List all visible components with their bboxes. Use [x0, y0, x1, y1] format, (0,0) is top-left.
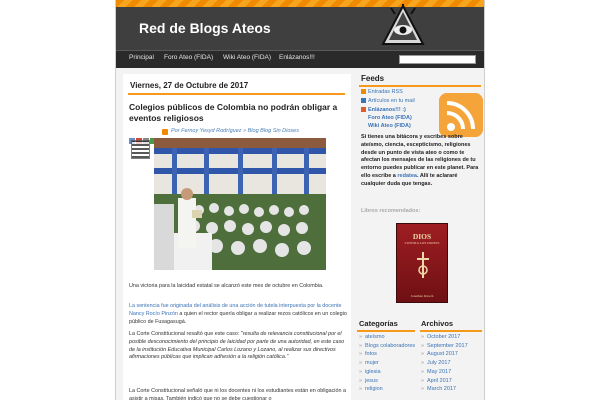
header-orange-band: [116, 0, 485, 7]
book-title: DIOS: [412, 232, 432, 241]
redatea-link[interactable]: redatea: [397, 172, 417, 179]
left-margin: [0, 0, 115, 400]
nav-item-wiki[interactable]: Wiki Ateo (FIDA): [223, 54, 272, 61]
post-paragraph-2: [129, 303, 347, 326]
blurb-text-start: Si tienes una bitácora y escribes sobre ateísmo, ciencia, escepticismo, religiones desde un punto de vista ateo o como te afectan los mensajes de las religiones de tu entorno puedes publicar en este planet. Para ello escribe a: [361, 134, 479, 179]
paragraph-2-text: a quien el rector quería obligar a realizar rezos católicos en un colegio público de Fusagasugá.: [129, 310, 347, 325]
category-item[interactable]: » mujer: [359, 359, 417, 368]
category-item[interactable]: » ateísmo: [359, 333, 417, 342]
blurb-text-end: . Allí te aclararé cualquier duda que tengas.: [361, 172, 458, 187]
archive-item[interactable]: » April 2017: [421, 377, 483, 386]
post-date: Viernes, 27 de Octubre de 2017: [130, 81, 249, 90]
paragraph-3-text: La Corte Constitucional resaltó que este caso:: [129, 331, 241, 337]
books-heading: Libros recomendados:: [361, 208, 421, 214]
page-frame: [115, 0, 485, 400]
site-header: [116, 0, 485, 50]
feed-enlazanos[interactable]: [361, 107, 406, 113]
feed-entries-rss[interactable]: [361, 89, 403, 95]
post-paragraph-3: [129, 331, 347, 362]
category-item[interactable]: » Blogs colaboradores: [359, 342, 417, 351]
archivos-divider: [420, 330, 482, 332]
submit-blurb: [361, 134, 483, 189]
post-photo: [154, 138, 326, 270]
feed-foro[interactable]: Foro Ateo (FIDA): [368, 115, 412, 121]
category-item[interactable]: » jesus: [359, 377, 417, 386]
feeds-heading: Feeds: [361, 74, 385, 83]
post-paragraph-4: La Corte Constitucional señaló que ni los docentes ni los estudiantes están en obligación a asistir a misas. También indicó que no se debe cuestionar o: [129, 388, 346, 400]
archive-item[interactable]: » August 2017: [421, 350, 483, 359]
nav-item-enlazanos[interactable]: Enlázanos!!!: [279, 54, 315, 61]
date-divider: [128, 93, 345, 95]
book-cover[interactable]: [396, 223, 448, 303]
feed-icon: [162, 129, 168, 135]
qr-code-icon: [131, 140, 150, 159]
feed-wiki[interactable]: Wiki Ateo (FIDA): [368, 123, 411, 129]
archive-item[interactable]: » October 2017: [421, 333, 483, 342]
archive-item[interactable]: » September 2017: [421, 342, 483, 351]
court-quote: "resulta de relevancia constitucional por el posible desconocimiento del principio de laicidad por parte de una autoridad, en este caso de la institución Educativa Municipal Carlos Lozano y Lozano, al realizar sus directivos afirmaciones públicas que implican adhesión a la religión católica.": [129, 331, 345, 361]
nav-item-principal[interactable]: Principal: [129, 54, 154, 61]
categorias-divider: [357, 330, 415, 332]
book-author: Jonathan Kirsch: [410, 294, 434, 298]
categorias-heading: Categorías: [359, 319, 398, 328]
category-item[interactable]: » iglesia: [359, 368, 417, 377]
link-icon: [361, 107, 366, 112]
archivos-list: [421, 333, 483, 394]
ruling-link[interactable]: La sentencia fue originada del análisis de una acción de tutela interpuesta por la docente Nancy Rocío Pinzón: [129, 303, 342, 317]
feed-articles-mail[interactable]: [361, 98, 415, 104]
book-subtitle: CONTRA LOS DIOSES: [404, 241, 440, 245]
post-title[interactable]: Colegios públicos de Colombia no podrán obligar a eventos religiosos: [129, 102, 338, 123]
archivos-heading: Archivos: [421, 319, 454, 328]
content-area: [116, 68, 485, 400]
archive-item[interactable]: » March 2017: [421, 385, 483, 394]
mail-icon: [361, 98, 366, 103]
main-nav: [116, 50, 485, 68]
feed-entries-label: Entradas RSS: [368, 89, 403, 95]
main-column: [123, 74, 351, 400]
site-title[interactable]: Red de Blogs Ateos: [139, 20, 271, 36]
category-item[interactable]: » fotos: [359, 350, 417, 359]
categorias-list: [359, 333, 417, 394]
sidebar: [353, 68, 485, 400]
eye-pyramid-logo-icon[interactable]: [381, 2, 425, 48]
feed-enlazanos-label: Enlázanos!!! :): [368, 107, 406, 113]
right-margin: [486, 0, 600, 400]
post-author[interactable]: Por Fernoy Yesyd Rodríguez » Blog Blog Sin Dioses: [171, 128, 299, 134]
feed-mail-label: Artículos en tu mail: [368, 98, 415, 104]
search-input[interactable]: [399, 55, 476, 64]
rss-large-icon[interactable]: [439, 93, 483, 137]
archive-item[interactable]: » May 2017: [421, 368, 483, 377]
feeds-divider: [359, 85, 481, 87]
rss-icon: [361, 89, 366, 94]
category-item[interactable]: » religion: [359, 385, 417, 394]
nav-item-foro[interactable]: Foro Ateo (FIDA): [164, 54, 214, 61]
post-paragraph-1: Una victoria para la laicidad estatal se alcanzó este mes de octubre en Colombia.: [129, 283, 324, 289]
archive-item[interactable]: » July 2017: [421, 359, 483, 368]
book-emblem-icon: [413, 250, 433, 280]
